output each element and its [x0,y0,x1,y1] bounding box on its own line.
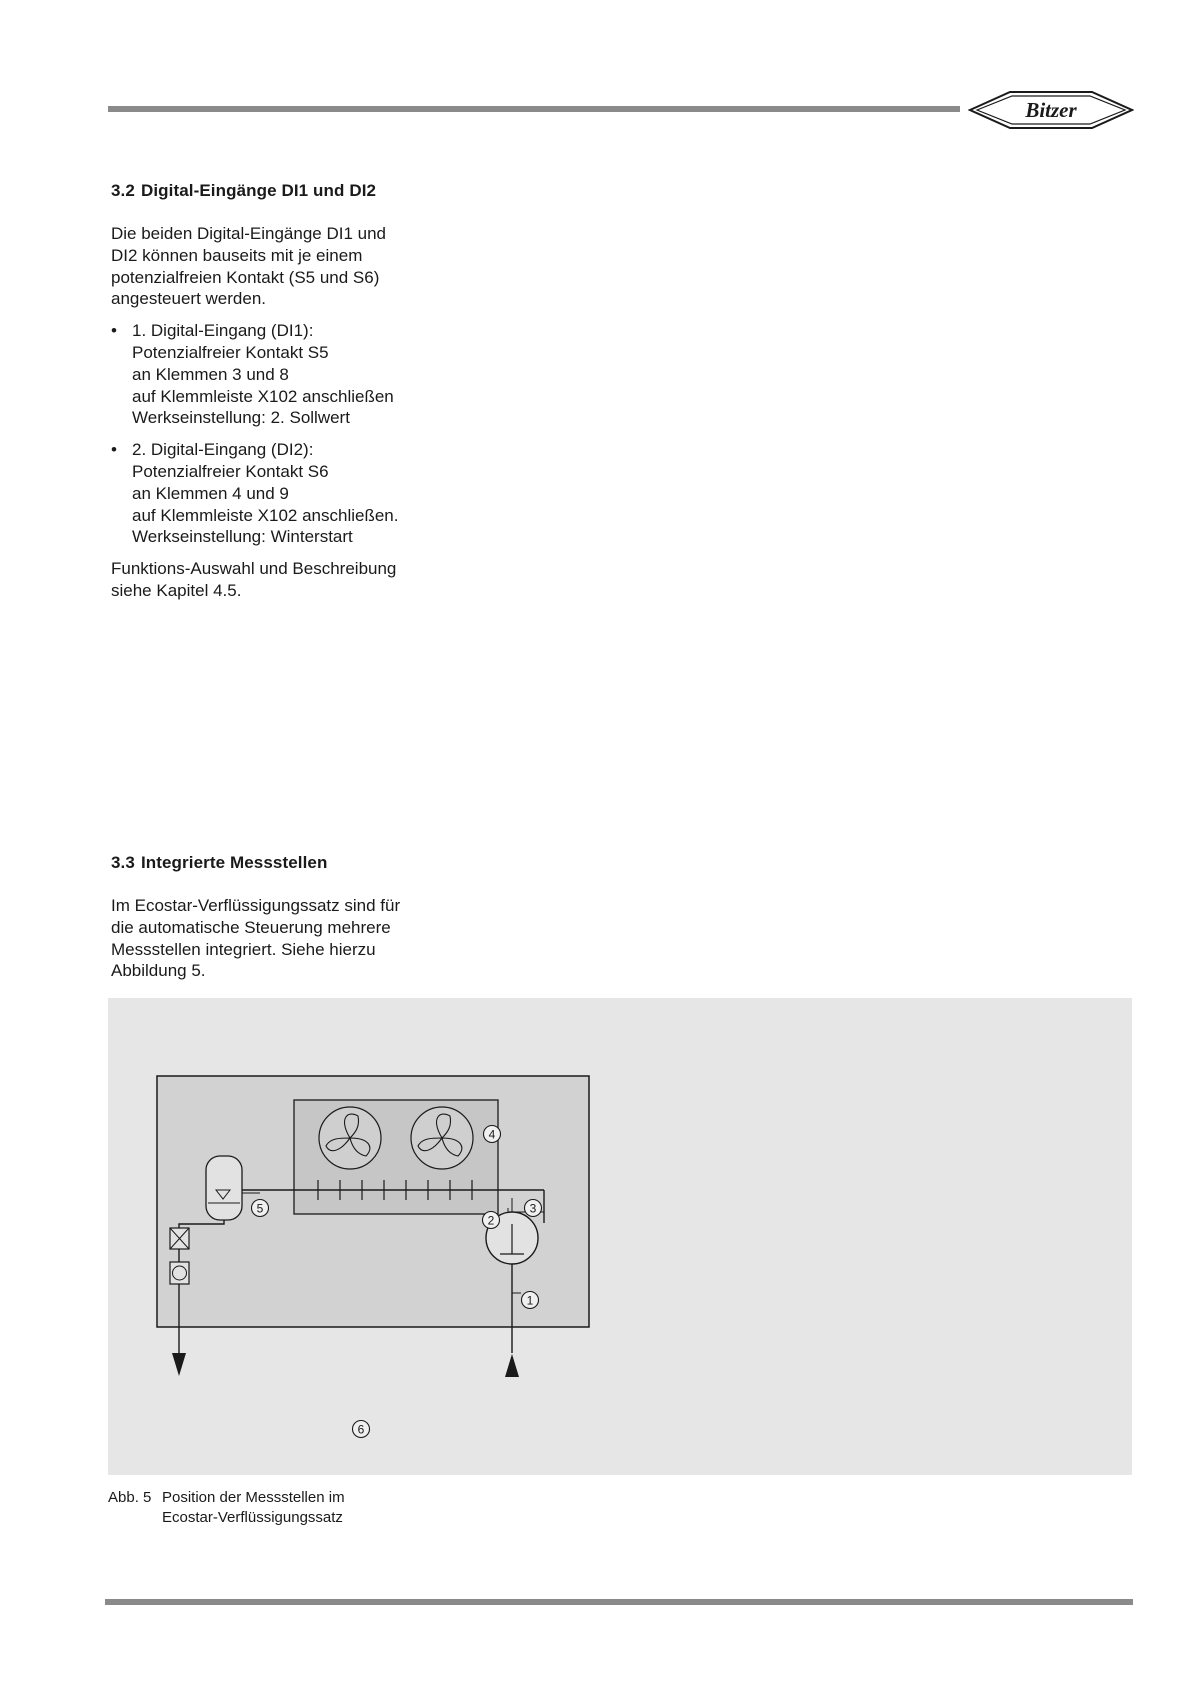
section-3-3-heading: 3.3 Integrierte Messstellen [111,853,328,872]
header-rule [108,106,960,112]
section-3-2-heading: 3.2 Digital-Eingänge DI1 und DI2 [111,181,377,200]
footer-rule [105,1599,1133,1605]
marker-5 [252,1200,269,1217]
svg-text:3: 3 [529,1201,537,1216]
section-3-3-text: Im Ecostar-Verflüssigungssatz sind für die automatische Steuerung mehrere Messstellen integriert. Siehe hierzu Abbildung 5. [111,896,401,981]
receiver-tank [206,1156,242,1220]
section-3-2-footer-text: Funktions-Auswahl und Beschreibung siehe Kapitel 4.5. [111,559,397,600]
figure-label: Abb. 5 [108,1489,152,1506]
bullet-icon: • [111,321,117,341]
svg-text:6: 6 [357,1422,365,1437]
svg-text:4: 4 [488,1127,496,1142]
marker-1 [522,1292,539,1309]
figure-caption: Abb. 5 Position der Messstellen im Ecostar-Verflüssigungssatz [108,1489,345,1526]
logo-wordmark: Bitzer [1025,98,1077,122]
condenser-box [294,1100,498,1214]
fan-icon [411,1107,473,1169]
marker-6 [353,1421,370,1438]
figure-panel [108,998,1132,1475]
digital-input-list [111,320,441,548]
section-3-3 [111,853,441,982]
bitzer-logo [968,84,1134,136]
suction-inlet-arrow [505,1354,519,1377]
marker-3 [525,1200,542,1217]
fan-icon [319,1107,381,1169]
marker-2 [483,1212,500,1229]
svg-text:2: 2 [487,1213,495,1228]
list-item-di2: • 2. Digital-Eingang (DI2): Potenzialfreier Kontakt S6 an Klemmen 4 und 9 auf Klemmleiste X102 anschließen. Werkseinstellung: Winterstart [111,440,399,547]
svg-text:1: 1 [526,1293,534,1308]
section-3-2-intro: Die beiden Digital-Eingänge DI1 und DI2 können bauseits mit je einem potenzialfreien Kontakt (S5 und S6) angesteuert werden. [111,224,387,309]
list-item-di1: • 1. Digital-Eingang (DI1): Potenzialfreier Kontakt S5 an Klemmen 3 und 8 auf Klemmleiste X102 anschließen Werkseinstellung: 2. Sollwert [111,321,394,428]
liquid-outlet-arrow [172,1353,186,1376]
svg-text:5: 5 [256,1201,264,1216]
section-3-2 [111,181,441,602]
condensing-unit-diagram [108,998,1132,1475]
bullet-icon: • [111,440,117,460]
marker-4 [484,1126,501,1143]
